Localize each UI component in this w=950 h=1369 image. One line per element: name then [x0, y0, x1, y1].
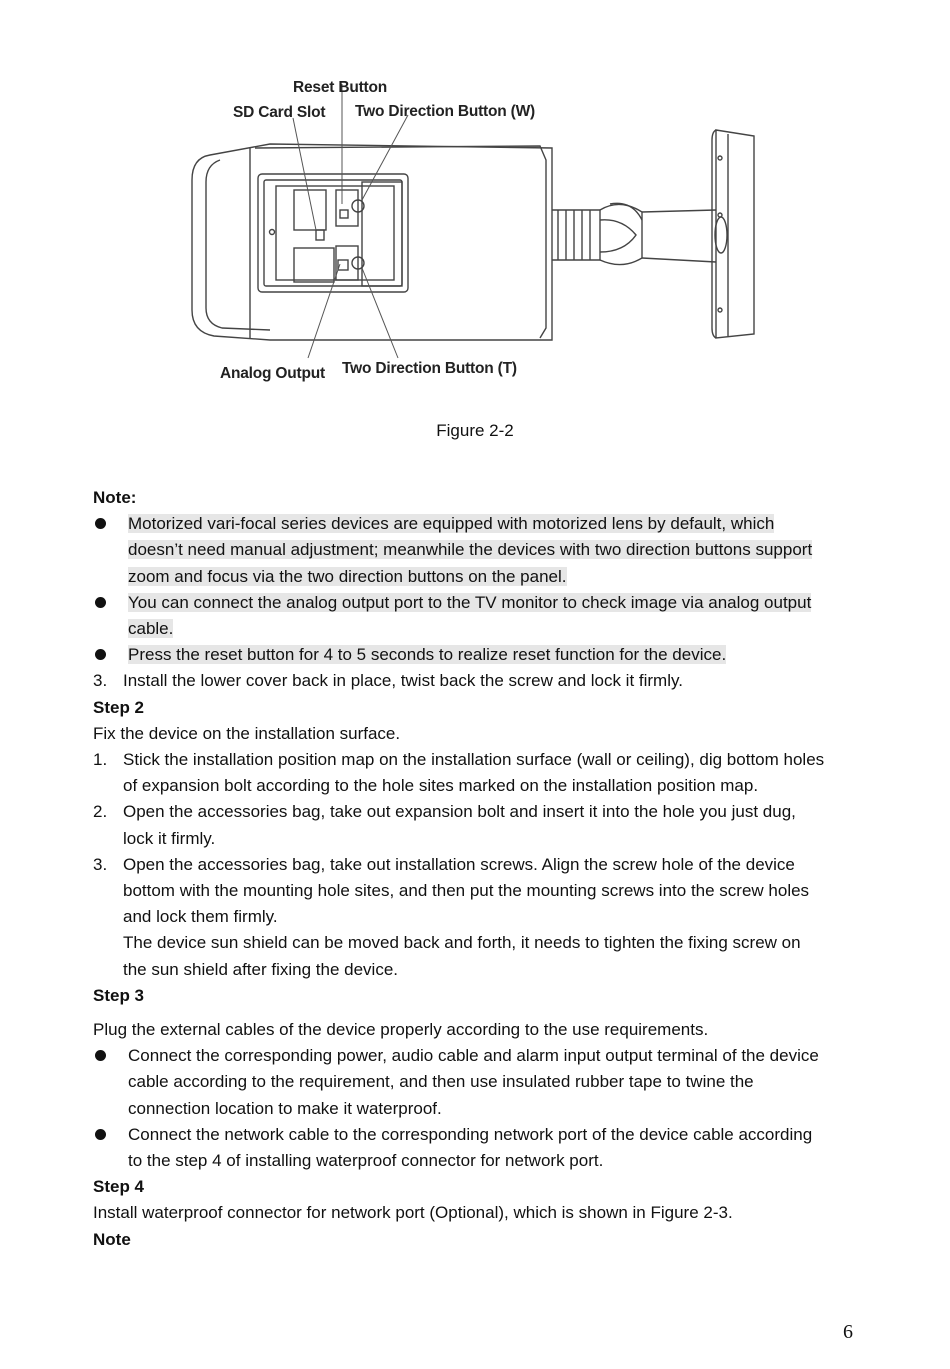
- list-item-line: bottom with the mounting hole sites, and then put the mounting screws into the screw holes: [123, 881, 810, 901]
- sun-shield-note: [93, 930, 863, 982]
- step4-heading: Step 4: [93, 1177, 145, 1197]
- list-item-line: and lock them firmly.: [123, 907, 278, 927]
- two-direction-button-t-label: Two Direction Button (T): [342, 360, 517, 377]
- reset-button-label: Reset Button: [293, 79, 388, 96]
- paragraph-line: the sun shield after fixing the device.: [123, 959, 398, 979]
- note-bullet-line: Press the reset button for 4 to 5 seconds to realize reset function for the device.: [128, 645, 727, 665]
- bullet-line: cable according to the requirement, and then use insulated rubber tape to twine the: [128, 1072, 754, 1092]
- bullet-line: Connect the network cable to the corresponding network port of the device cable according: [128, 1124, 813, 1144]
- step2-item-2: [93, 799, 863, 851]
- note-bullet-line: You can connect the analog output port to the TV monitor to check image via analog output: [128, 592, 812, 612]
- step2-heading: Step 2: [93, 697, 145, 717]
- page-number: 6: [843, 1321, 853, 1343]
- note-bullet-line: doesn’t need manual adjustment; meanwhile the devices with two direction buttons support: [128, 540, 813, 560]
- camera-diagram: [180, 70, 780, 400]
- list-number: 3.: [93, 671, 108, 691]
- note-bullet-line: cable.: [128, 619, 174, 639]
- document-body: [93, 485, 863, 1253]
- list-item-line: Open the accessories bag, take out installation screws. Align the screw hole of the device: [123, 854, 795, 874]
- bullet-dot-icon: [95, 1050, 106, 1061]
- step1-item-3: [93, 668, 863, 694]
- note-bullet-line: Motorized vari-focal series devices are equipped with motorized lens by default, which: [128, 514, 775, 534]
- list-number: 3.: [93, 854, 108, 874]
- bullet-line: connection location to make it waterproof.: [128, 1098, 442, 1118]
- bullet-dot-icon: [95, 649, 106, 660]
- list-number: 2.: [93, 802, 108, 822]
- bullet-dot-icon: [95, 518, 106, 529]
- note-heading: Note:: [93, 488, 137, 507]
- step4-intro: Install waterproof connector for network port (Optional), which is shown in Figure 2-3.: [93, 1203, 733, 1223]
- step3-intro: Plug the external cables of the device properly according to the use requirements.: [93, 1020, 709, 1040]
- step3-heading: Step 3: [93, 985, 145, 1005]
- note-bullet: [93, 590, 863, 642]
- note-bullet: [93, 642, 863, 668]
- note-bullet: [93, 511, 863, 590]
- list-number: 1.: [93, 750, 108, 770]
- step2-intro: Fix the device on the installation surface.: [93, 723, 401, 743]
- step3-bullet: [93, 1043, 863, 1122]
- bullet-dot-icon: [95, 1129, 106, 1140]
- list-item-line: lock it firmly.: [123, 828, 216, 848]
- list-item-line: of expansion bolt according to the hole sites marked on the installation position map.: [123, 776, 759, 796]
- list-item-line: Open the accessories bag, take out expansion bolt and insert it into the hole you just dug,: [123, 802, 796, 822]
- note-bullet-line: zoom and focus via the two direction buttons on the panel.: [128, 566, 567, 586]
- step3-bullet: [93, 1122, 863, 1174]
- list-item-text: Install the lower cover back in place, twist back the screw and lock it firmly.: [123, 671, 683, 691]
- list-item-line: Stick the installation position map on the installation surface (wall or ceiling), dig bottom holes: [123, 750, 825, 770]
- figure-caption: Figure 2-2: [436, 421, 514, 440]
- sd-card-slot-label: SD Card Slot: [233, 104, 326, 121]
- note-heading-2: Note: [93, 1229, 131, 1249]
- step2-item-3: [93, 852, 863, 931]
- paragraph-line: The device sun shield can be moved back and forth, it needs to tighten the fixing screw on: [123, 933, 801, 953]
- bullet-dot-icon: [95, 597, 106, 608]
- bullet-line: Connect the corresponding power, audio cable and alarm input output terminal of the device: [128, 1046, 819, 1066]
- bullet-line: to the step 4 of installing waterproof connector for network port.: [128, 1151, 604, 1171]
- two-direction-button-w-label: Two Direction Button (W): [355, 103, 536, 120]
- step2-item-1: [93, 747, 863, 799]
- analog-output-label: Analog Output: [220, 365, 326, 382]
